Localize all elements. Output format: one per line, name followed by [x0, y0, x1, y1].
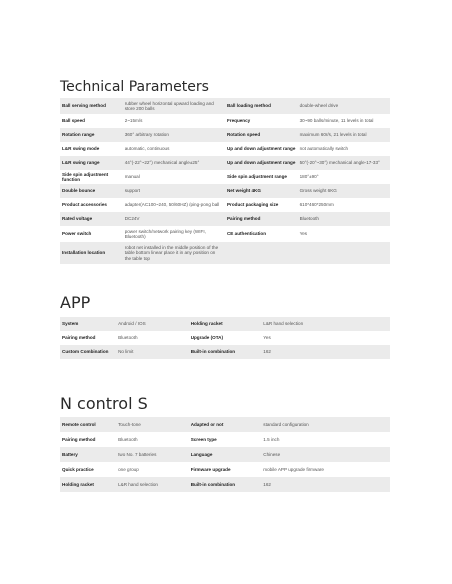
- n-control-s-section: [60, 393, 390, 492]
- parameter-label: Net weight 4KG: [225, 184, 298, 198]
- table-row: [60, 462, 390, 477]
- parameter-value: adapter(AC100~240, 50/60HZ) /ping-pong ball: [123, 198, 225, 212]
- table-row: [60, 345, 390, 359]
- parameter-value: robot net installed in the middle position of the table bottom linear place it in any position on the table top: [123, 242, 225, 264]
- parameter-value: Bluetooth: [116, 331, 189, 345]
- parameter-value: 2~15m/s: [123, 114, 225, 128]
- parameter-value: Gross weight 6KG: [298, 184, 390, 198]
- parameter-label: Rotation speed: [225, 128, 298, 142]
- parameter-label: Firmware upgrade: [189, 462, 262, 477]
- parameter-value: L&R hand selection: [261, 317, 390, 331]
- parameter-label: Up and down adjustment range: [225, 142, 298, 156]
- parameter-label: Holding racket: [189, 317, 262, 331]
- parameter-value: double-wheel drive: [298, 98, 390, 114]
- parameter-label: Side spin adjustment function: [60, 170, 123, 184]
- parameter-label: Rated voltage: [60, 212, 123, 226]
- parameter-value: mobile APP upgrade firmware: [261, 462, 390, 477]
- parameter-label: Up and down adjustment range: [225, 156, 298, 170]
- parameter-value: power switch/network pairing key (WIFI, Bluetooth): [123, 226, 225, 242]
- technical-parameters-table: [60, 98, 390, 264]
- parameter-label: Frequency: [225, 114, 298, 128]
- parameter-value: Yes: [298, 226, 390, 242]
- parameter-value: [298, 242, 390, 264]
- parameter-value: two No. 7 batteries: [116, 447, 189, 462]
- parameter-value: 162: [261, 477, 390, 492]
- parameter-value: support: [123, 184, 225, 198]
- parameter-label: Upgrade (OTA): [189, 331, 262, 345]
- parameter-value: Bluetooth: [116, 432, 189, 447]
- parameter-value: 1.5 inch: [261, 432, 390, 447]
- parameter-label: Custom Combination: [60, 345, 116, 359]
- parameter-value: 610*460*250mm: [298, 198, 390, 212]
- table-row: [60, 156, 390, 170]
- parameter-value: 50°(-20°~30°) mechanical angle-17-33°: [298, 156, 390, 170]
- n-control-s-title: N control S: [60, 394, 148, 413]
- table-row: [60, 417, 390, 432]
- table-row: [60, 447, 390, 462]
- parameter-label: Installation location: [60, 242, 123, 264]
- parameter-value: Chinese: [261, 447, 390, 462]
- parameter-label: [225, 242, 298, 264]
- parameter-label: L&R swing range: [60, 156, 123, 170]
- parameter-label: Screen type: [189, 432, 262, 447]
- technical-parameters-section: [60, 78, 390, 264]
- table-row: [60, 128, 390, 142]
- table-row: [60, 432, 390, 447]
- parameter-label: Pairing method: [225, 212, 298, 226]
- parameter-value: standard configuration: [261, 417, 390, 432]
- parameter-label: Product accessories: [60, 198, 123, 212]
- parameter-label: Pairing method: [60, 331, 116, 345]
- table-row: [60, 184, 390, 198]
- parameter-label: Holding racket: [60, 477, 116, 492]
- parameter-value: rubber wheel horizontal upward loading and store 200 balls: [123, 98, 225, 114]
- parameter-value: DC24V: [123, 212, 225, 226]
- parameter-value: 30~90 balls/minute, 11 levels in total: [298, 114, 390, 128]
- parameter-label: Double bounce: [60, 184, 123, 198]
- parameter-value: Bluetooth: [298, 212, 390, 226]
- parameter-label: Ball serving method: [60, 98, 123, 114]
- parameter-label: Built-in combination: [189, 477, 262, 492]
- parameter-label: Ball loading method: [225, 98, 298, 114]
- parameter-label: L&R swing mode: [60, 142, 123, 156]
- parameter-value: 162: [261, 345, 390, 359]
- parameter-value: No limit: [116, 345, 189, 359]
- app-title: APP: [60, 293, 91, 312]
- parameter-label: Rotation range: [60, 128, 123, 142]
- technical-parameters-title: Technical Parameters: [60, 79, 209, 95]
- parameter-value: maximum 60r/s, 21 levels in total: [298, 128, 390, 142]
- parameter-value: Touch-tone: [116, 417, 189, 432]
- parameter-value: automatic, continuous: [123, 142, 225, 156]
- parameter-value: Yes: [261, 331, 390, 345]
- table-row: [60, 226, 390, 242]
- parameter-label: System: [60, 317, 116, 331]
- n-control-s-table: [60, 417, 390, 492]
- table-row: [60, 331, 390, 345]
- parameter-label: Built-in combination: [189, 345, 262, 359]
- parameter-value: L&R hand selection: [116, 477, 189, 492]
- parameter-value: 180°±90°: [298, 170, 390, 184]
- table-row: [60, 142, 390, 156]
- parameter-value: one group: [116, 462, 189, 477]
- parameter-label: Language: [189, 447, 262, 462]
- table-row: [60, 198, 390, 212]
- parameter-label: Ball speed: [60, 114, 123, 128]
- table-row: [60, 242, 390, 264]
- parameter-value: not automatically switch: [298, 142, 390, 156]
- table-row: [60, 170, 390, 184]
- table-row: [60, 317, 390, 331]
- app-table: [60, 317, 390, 359]
- parameter-label: Side spin adjustment range: [225, 170, 298, 184]
- parameter-label: Power switch: [60, 226, 123, 242]
- parameter-value: Android / IOS: [116, 317, 189, 331]
- table-row: [60, 212, 390, 226]
- table-row: [60, 114, 390, 128]
- parameter-label: CE authentication: [225, 226, 298, 242]
- parameter-label: Battery: [60, 447, 116, 462]
- table-row: [60, 477, 390, 492]
- parameter-label: Adapted or not: [189, 417, 262, 432]
- parameter-value: manual: [123, 170, 225, 184]
- parameter-label: Product packaging size: [225, 198, 298, 212]
- parameter-value: 44°(-22°~22°) mechanical angle±25°: [123, 156, 225, 170]
- parameter-value: 360° arbitrary rotation: [123, 128, 225, 142]
- parameter-label: Quick practice: [60, 462, 116, 477]
- table-row: [60, 98, 390, 114]
- parameter-label: Pairing method: [60, 432, 116, 447]
- app-section: [60, 292, 390, 359]
- parameter-label: Remote control: [60, 417, 116, 432]
